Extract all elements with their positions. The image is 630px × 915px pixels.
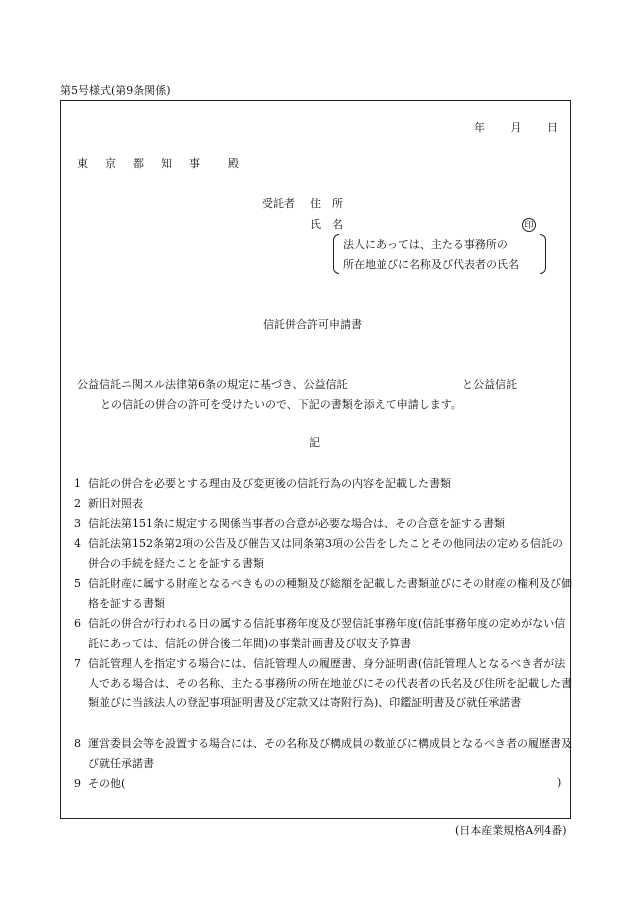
- other-close-paren: ): [557, 776, 562, 789]
- address-label: 住 所: [310, 197, 343, 210]
- corporate-note-line2: 所在地並びに名称及び代表者の氏名: [343, 258, 519, 271]
- body-line2: との信託の併合の許可を受けたいので、下記の書類を添えて申請します。: [100, 398, 462, 411]
- item-number: 1: [74, 477, 81, 490]
- seal-mark: 印: [522, 218, 536, 232]
- date-line: [452, 121, 558, 135]
- list-item: [74, 574, 572, 613]
- list-item: [74, 774, 572, 794]
- list-item: [74, 494, 572, 514]
- date-month: 月: [510, 121, 522, 134]
- item-text: その他(: [88, 777, 126, 790]
- list-item: [74, 614, 572, 653]
- item-text: 信託法第152条第2項の公告及び催告又は同条第3項の公告をしたことその他同法の定める信託の併合の手続を経たことを証する書類: [88, 537, 563, 570]
- bracket-left: [333, 234, 339, 274]
- list-item: [74, 534, 572, 573]
- addressee-honorific: 殿: [228, 157, 239, 170]
- body-line1-part1: 公益信託ニ関スル法律第6条の規定に基づき、公益信託: [77, 378, 348, 391]
- list-item: [74, 514, 572, 534]
- date-day: 日: [547, 121, 558, 134]
- list-item: [74, 734, 572, 773]
- body-line1-part2: と公益信託: [462, 378, 517, 391]
- item-number: 9: [74, 777, 81, 790]
- corporate-note: [333, 234, 546, 274]
- list-item: [74, 654, 572, 713]
- item-number: 2: [74, 497, 81, 510]
- corporate-note-line1: 法人にあっては、主たる事務所の: [343, 238, 508, 251]
- item-text: 新旧対照表: [88, 497, 143, 510]
- item-number: 7: [74, 657, 81, 670]
- item-text: 信託の併合を必要とする理由及び変更後の信託行為の内容を記載した書類: [88, 477, 451, 490]
- addressee-char: 都: [133, 157, 144, 170]
- list-item: [74, 474, 572, 494]
- item-text: 信託財産に属する財産となるべきものの種類及び総額を記載した書類並びにその財産の権利及び価格を証する書類: [88, 577, 572, 610]
- item-number: 5: [74, 577, 81, 590]
- bracket-right: [540, 234, 546, 274]
- addressee-char: 東: [77, 157, 88, 170]
- item-number: 3: [74, 517, 81, 530]
- addressee-char: 京: [105, 157, 116, 170]
- applicant-role-label: 受託者: [262, 197, 295, 210]
- item-number: 4: [74, 537, 81, 550]
- addressee: [77, 157, 256, 171]
- footer-note: (日本産業規格A列4番): [455, 824, 567, 837]
- date-year: 年: [474, 121, 485, 134]
- addressee-char: 事: [189, 157, 200, 170]
- item-text: 信託管理人を指定する場合には、信託管理人の履歴書、身分証明書(信託管理人となるべき者が法人である場合は、その名称、主たる事務所の所在地並びにその代表者の氏名及び住所を記載した書類並びに当該法人の登記事項証明書及び定款又は寄附行為)、印鑑証明書及び就任承諾書: [88, 657, 572, 709]
- item-number: 8: [74, 737, 81, 750]
- name-label: 氏 名: [310, 218, 343, 231]
- item-text: 信託の併合が行われる日の属する信託事務年度及び翌信託事務年度(信託事務年度の定めがない信託にあっては、信託の併合後二年間)の事業計画書及び収支予算書: [88, 617, 566, 650]
- ki-heading: 記: [309, 436, 320, 449]
- document-title: 信託併合許可申請書: [263, 318, 362, 331]
- item-number: 6: [74, 617, 81, 630]
- form-number: 第5号様式(第9条関係): [60, 84, 171, 97]
- item-text: 運営委員会等を設置する場合には、その名称及び構成員の数並びに構成員となるべき者の履歴書及び就任承諾書: [88, 737, 572, 770]
- addressee-char: 知: [161, 157, 172, 170]
- item-text: 信託法第151条に規定する関係当事者の合意が必要な場合は、その合意を証する書類: [88, 517, 505, 530]
